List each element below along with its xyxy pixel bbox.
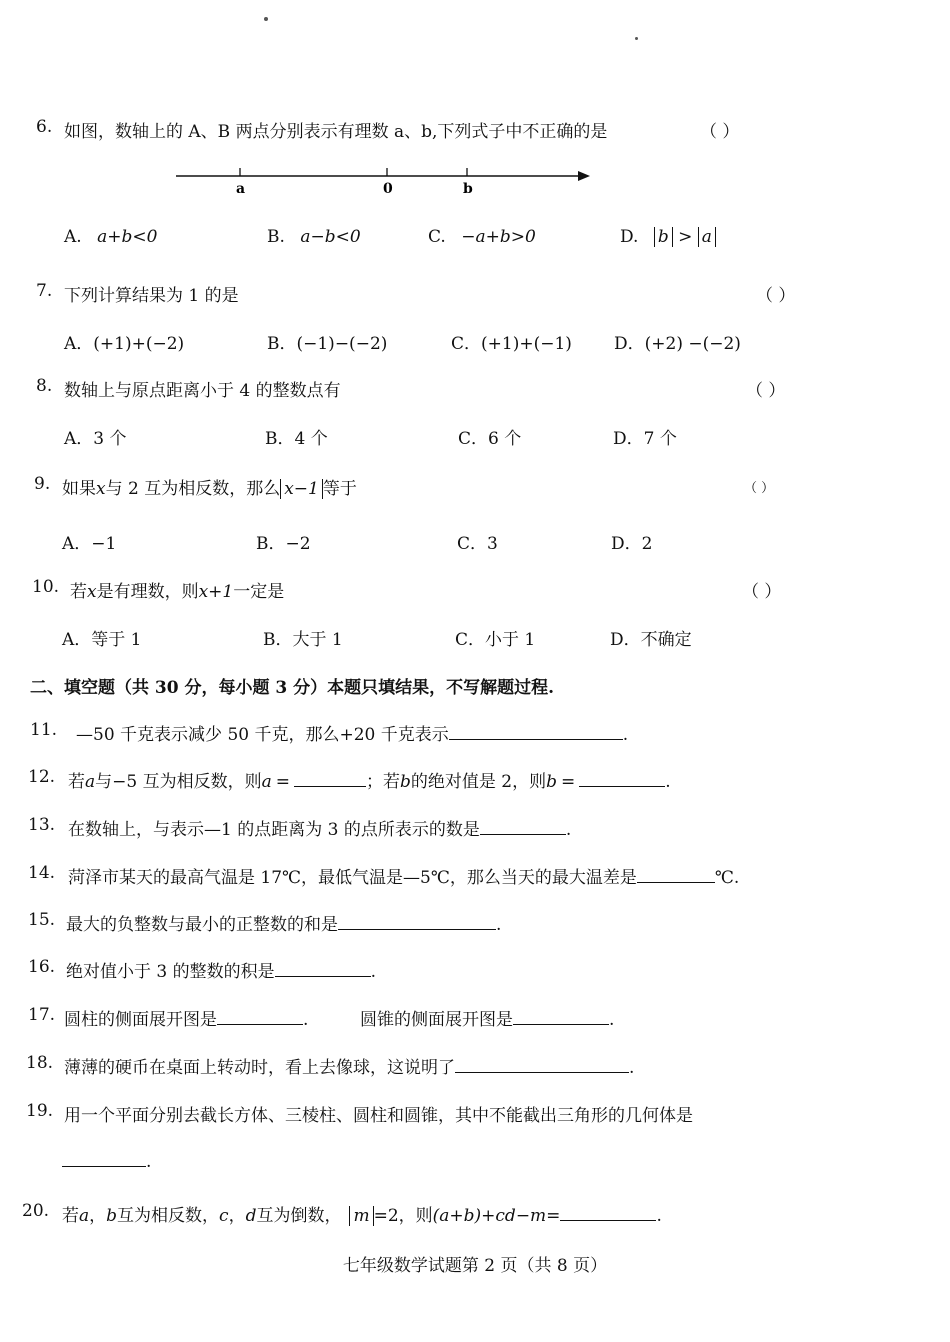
answer-parentheses: （ ） [756, 286, 796, 306]
option-b-expression: a−b<0 [300, 227, 361, 247]
equals: = [275, 772, 290, 792]
answer-blank-cone[interactable] [513, 1008, 609, 1025]
scan-speck [635, 37, 638, 40]
stem-text: 如果 [62, 479, 96, 499]
abs-expression: x−1 [280, 479, 323, 499]
stem-text: 若 [62, 1206, 79, 1226]
question-number: 17. [28, 1005, 56, 1025]
stem-end: . [622, 725, 629, 745]
expression: x+1 [198, 582, 234, 602]
option-c: C．3 [457, 534, 498, 554]
stem-text: =2，则 [373, 1206, 433, 1226]
option-d [620, 227, 716, 247]
stem-end: . [303, 1010, 309, 1030]
variable-c: c [219, 1206, 229, 1226]
variable-x: x [87, 582, 97, 602]
stem-end: . [565, 820, 572, 840]
variable-b: b [106, 1206, 118, 1226]
question-stem [66, 957, 376, 982]
option-c-expression: −a+b>0 [461, 227, 536, 247]
stem-text: —50 千克表示减少 50 千克，那么+20 千克表示 [76, 725, 449, 745]
stem-text: ；若 [366, 772, 400, 792]
option-c: C．小于 1 [455, 630, 536, 650]
question-number: 18. [26, 1053, 54, 1073]
question-stem [64, 1053, 634, 1078]
scan-speck [264, 17, 268, 21]
stem-end: . [370, 962, 377, 982]
question-number: 13. [28, 815, 56, 835]
answer-blank[interactable] [480, 818, 566, 835]
option-b: B．4 个 [265, 429, 328, 449]
answer-blank[interactable] [449, 723, 623, 740]
stem-text: 等于 [322, 479, 357, 499]
answer-blank[interactable] [560, 1204, 656, 1221]
variable-a: a [261, 772, 272, 792]
abs-m: m [349, 1206, 373, 1226]
stem-text: ， [228, 1206, 246, 1226]
stem-end: . [146, 1152, 152, 1172]
stem-text: 互为相反数， [117, 1206, 220, 1226]
variable-a: a [85, 772, 96, 792]
question-stem [76, 720, 628, 745]
question-number: 9. [34, 474, 51, 494]
stem-text: 是有理数，则 [96, 582, 199, 602]
answer-blank[interactable] [455, 1056, 629, 1073]
option-d: D．不确定 [610, 630, 692, 650]
question-stem [66, 910, 501, 935]
page-footer: 七年级数学试题第 2 页（共 8 页） [342, 1256, 608, 1276]
answer-blank-b[interactable] [579, 770, 665, 787]
option-a: A．等于 1 [62, 630, 142, 650]
question-stem-2 [360, 1005, 614, 1030]
variable-x: x [96, 479, 106, 499]
question-stem [68, 863, 739, 888]
answer-parentheses: （ ） [700, 122, 740, 142]
option-d-abs-left: b [654, 227, 673, 247]
answer-blank[interactable] [275, 960, 371, 977]
number-line-arrow [578, 171, 590, 181]
stem-text: 与 2 互为相反数，那么 [105, 479, 281, 499]
question-stem [62, 474, 357, 499]
question-number: 6. [36, 117, 53, 137]
stem-text: ， [89, 1206, 107, 1226]
answer-parentheses: （ ） [746, 381, 786, 401]
question-stem: 数轴上与原点距离小于 4 的整数点有 [64, 381, 341, 401]
option-c [428, 227, 536, 247]
question-number: 10. [32, 577, 60, 597]
stem-end: . [665, 772, 671, 792]
stem-end: . [629, 1058, 635, 1078]
stem-end: . [656, 1206, 662, 1226]
stem-text: 薄薄的硬币在桌面上转动时，看上去像球，这说明了 [64, 1058, 455, 1078]
option-a: A．(+1)+(−2) [64, 334, 185, 354]
answer-parentheses: （ ） [742, 582, 782, 602]
question-number: 12. [28, 767, 56, 787]
question-stem: 如图，数轴上的 A、B 两点分别表示有理数 a、b,下列式子中不正确的是 [64, 122, 608, 142]
question-number: 19. [26, 1101, 54, 1121]
answer-parentheses: （ ） [744, 481, 775, 496]
answer-blank-cylinder[interactable] [217, 1008, 303, 1025]
stem-text: 若 [70, 582, 87, 602]
question-number: 7. [36, 281, 53, 301]
stem-text: 最大的负整数与最小的正整数的和是 [66, 915, 338, 935]
option-b [267, 227, 361, 247]
stem-text: 与−5 互为相反数，则 [95, 772, 262, 792]
stem-end: ℃. [714, 868, 740, 888]
answer-blank[interactable] [338, 913, 496, 930]
option-c: C．(+1)+(−1) [451, 334, 572, 354]
option-d: D．(+2) −(−2) [614, 334, 741, 354]
label-0: 0 [383, 181, 393, 197]
answer-blank[interactable] [62, 1150, 146, 1167]
option-a: A．−1 [62, 534, 117, 554]
question-stem [64, 1005, 308, 1030]
option-letter: A. [64, 227, 82, 247]
label-b: b [463, 181, 473, 197]
answer-blank-a[interactable] [294, 770, 366, 787]
question-number: 14. [28, 863, 56, 883]
question-stem [70, 577, 284, 602]
stem-text: 圆锥的侧面展开图是 [360, 1010, 513, 1030]
option-d-abs-right: a [698, 227, 716, 247]
label-a: a [236, 181, 246, 197]
question-stem: 下列计算结果为 1 的是 [64, 286, 239, 306]
option-c: C．6 个 [458, 429, 522, 449]
stem-text: 圆柱的侧面展开图是 [64, 1010, 217, 1030]
option-d-operator: > [678, 227, 693, 247]
stem-text: 在数轴上，与表示—1 的点距离为 3 的点所表示的数是 [68, 820, 480, 840]
stem-text: 绝对值小于 3 的整数的积是 [66, 962, 275, 982]
question-stem: 用一个平面分别去截长方体、三棱柱、圆柱和圆锥，其中不能截出三角形的几何体是 [64, 1106, 693, 1126]
variable-a: a [79, 1206, 90, 1226]
stem-text: 菏泽市某天的最高气温是 17℃，最低气温是—5℃，那么当天的最大温差是 [68, 868, 637, 888]
question-stem [68, 815, 571, 840]
option-a-expression: a+b<0 [97, 227, 158, 247]
question-number: 11. [30, 720, 58, 740]
question-stem [68, 767, 671, 792]
expression: (a+b)+cd−m= [432, 1206, 561, 1226]
question-number: 8. [36, 376, 53, 396]
stem-text: 互为倒数， [256, 1206, 342, 1226]
variable-d: d [245, 1206, 257, 1226]
number-line-figure [170, 160, 600, 200]
variable-b: b [400, 772, 411, 792]
question-number: 15. [28, 910, 56, 930]
stem-text: 的绝对值是 2，则 [410, 772, 547, 792]
stem-text: 若 [68, 772, 85, 792]
question-stem [62, 1201, 662, 1226]
option-b: B．(−1)−(−2) [267, 334, 388, 354]
option-a [64, 227, 157, 247]
option-letter: C. [428, 227, 446, 247]
option-d: D．2 [611, 534, 653, 554]
equals: = [561, 772, 576, 792]
option-d: D．7 个 [613, 429, 677, 449]
answer-blank[interactable] [637, 866, 715, 883]
question-number: 20. [22, 1201, 50, 1221]
option-a: A．3 个 [64, 429, 127, 449]
option-b: B．大于 1 [263, 630, 343, 650]
stem-text: 一定是 [233, 582, 285, 602]
stem-end: . [609, 1010, 615, 1030]
section-2-heading: 二、填空题（共 30 分，每小题 3 分）本题只填结果，不写解题过程. [30, 678, 555, 698]
variable-b: b [546, 772, 558, 792]
option-letter: D. [620, 227, 639, 247]
option-letter: B. [267, 227, 285, 247]
stem-end: . [496, 915, 502, 935]
option-b: B．−2 [256, 534, 311, 554]
answer-wrapper [62, 1150, 151, 1172]
question-number: 16. [28, 957, 56, 977]
